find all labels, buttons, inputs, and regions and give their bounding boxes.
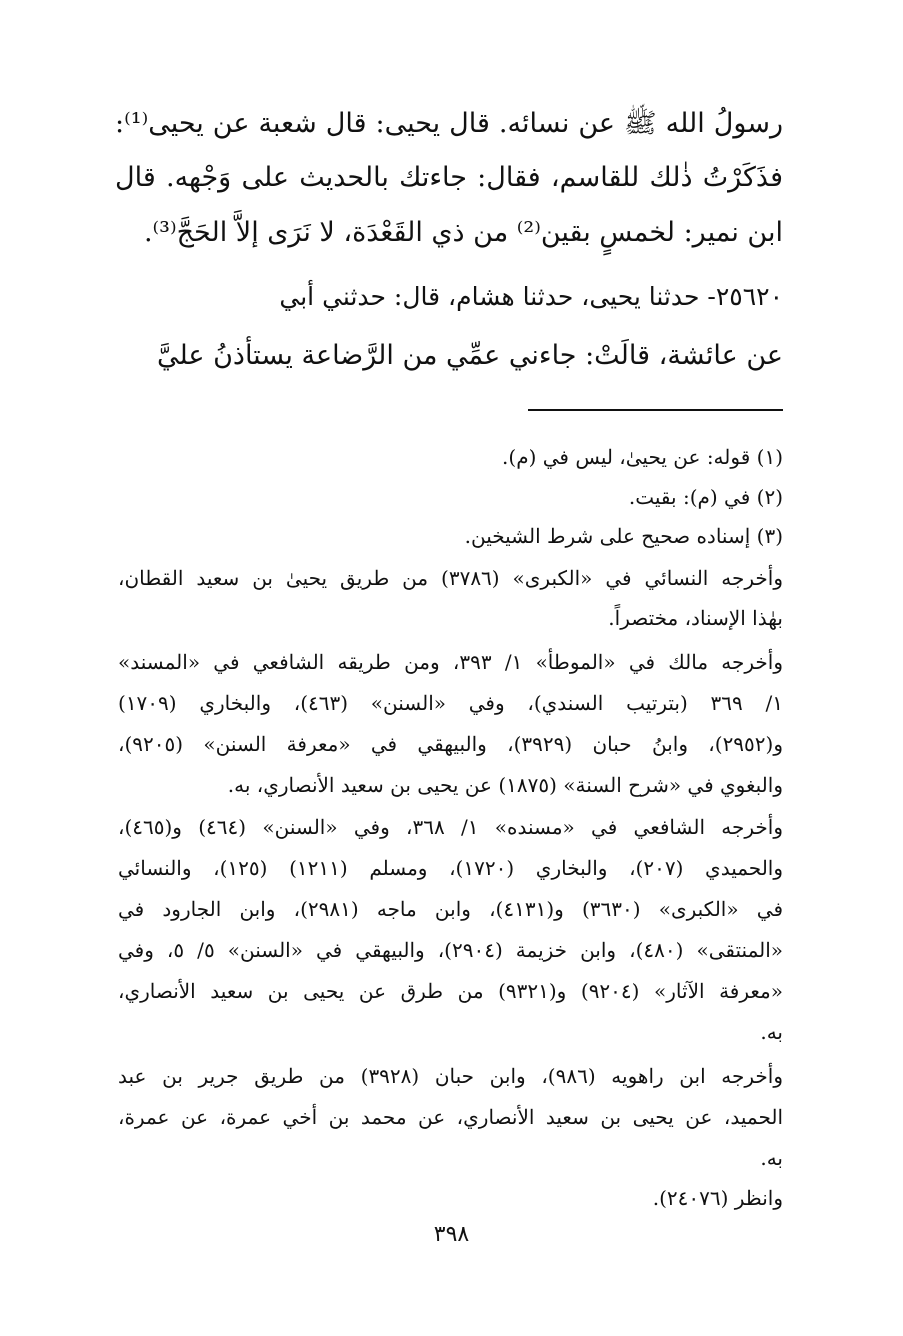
footnote-paragraph-line: الحميد، عن يحيى بن سعيد الأنصاري، عن محمد بن أخي عمرة، عن عمرة، [118,1105,783,1129]
footnote-paragraph-line: وأخرجه ابن راهويه (٩٨٦)، وابن حبان (٣٩٢٨) من طريق جرير بن عبد [118,1064,783,1088]
footnote-3: (٣) إسناده صحيح على شرط الشيخين. [464,524,783,548]
footnote-paragraph-line: به. [760,1146,783,1170]
main-text-line: رسولُ الله ﷺ عن نسائه. قال يحيى: قال شعبة عن يحيى⁽¹⁾: [115,108,783,139]
footnote-2: (٢) في (م): بقيت. [628,485,783,509]
hadith-text-line: عن عائشة، قالَتْ: جاءني عمِّي من الرَّضاعة يستأذنُ عليَّ [156,340,783,371]
footnote-paragraph-line: و(٢٩٥٢)، وابنُ حبان (٣٩٢٩)، والبيهقي في «معرفة السنن» (٩٢٠٥)، [118,732,783,756]
footnote-paragraph-line: والحميدي (٢٠٧)، والبخاري (١٧٢٠)، ومسلم (١٢١١) (١٢٥)، والنسائي [118,856,784,880]
hadith-number-header: ٢٥٦٢٠- حدثنا يحيى، حدثنا هشام، قال: حدثني أبي [279,282,783,311]
main-text-line: فذَكَرْتُ ذٰلك للقاسم، فقال: جاءتك بالحديث على وَجْهه. قال [115,162,783,193]
page-number: ٣٩٨ [433,1222,470,1247]
footnote-paragraph-line: وأخرجه الشافعي في «مسنده» ١/ ٣٦٨، وفي «السنن» (٤٦٤) و(٤٦٥)، [118,815,783,839]
footnote-paragraph-line: وأخرجه النسائي في «الكبرى» (٣٧٨٦) من طريق يحيىٰ بن سعيد القطان، [118,566,783,590]
footnote-paragraph-line: «المنتقى» (٤٨٠)، وابن خزيمة (٢٩٠٤)، والبيهقي في «السنن» ٥/ ٥، وفي [118,938,784,962]
footnote-separator [528,409,783,411]
footnote-paragraph-line: «معرفة الآثار» (٩٢٠٤) و(٩٣٢١) من طرق عن يحيى بن سعيد الأنصاري، [118,979,783,1003]
footnote-paragraph-line: في «الكبرى» (٣٦٣٠) و(٤١٣١)، وابن ماجه (٢٩٨١)، وابن الجارود في [118,897,784,921]
footnote-paragraph-line: بهٰذا الإسناد، مختصراً. [608,606,783,630]
footnote-paragraph-line: وانظر (٢٤٠٧٦). [652,1186,783,1210]
main-text-line: ابن نمير: لخمسٍ بقين⁽²⁾ من ذي القَعْدَة، لا نَرَى إلاَّ الحَجَّ⁽³⁾. [143,217,783,248]
footnote-paragraph-line: وأخرجه مالك في «الموطأ» ١/ ٣٩٣، ومن طريقه الشافعي في «المسند» [118,650,783,674]
footnote-1: (١) قوله: عن يحيىٰ، ليس في (م). [502,445,783,469]
footnote-paragraph-line: ١/ ٣٦٩ (بترتيب السندي)، وفي «السنن» (٤٦٣)، والبخاري (١٧٠٩) [118,691,783,715]
footnote-paragraph-line: به. [760,1020,783,1044]
footnote-paragraph-line: والبغوي في «شرح السنة» (١٨٧٥) عن يحيى بن سعيد الأنصاري، به. [227,773,783,797]
